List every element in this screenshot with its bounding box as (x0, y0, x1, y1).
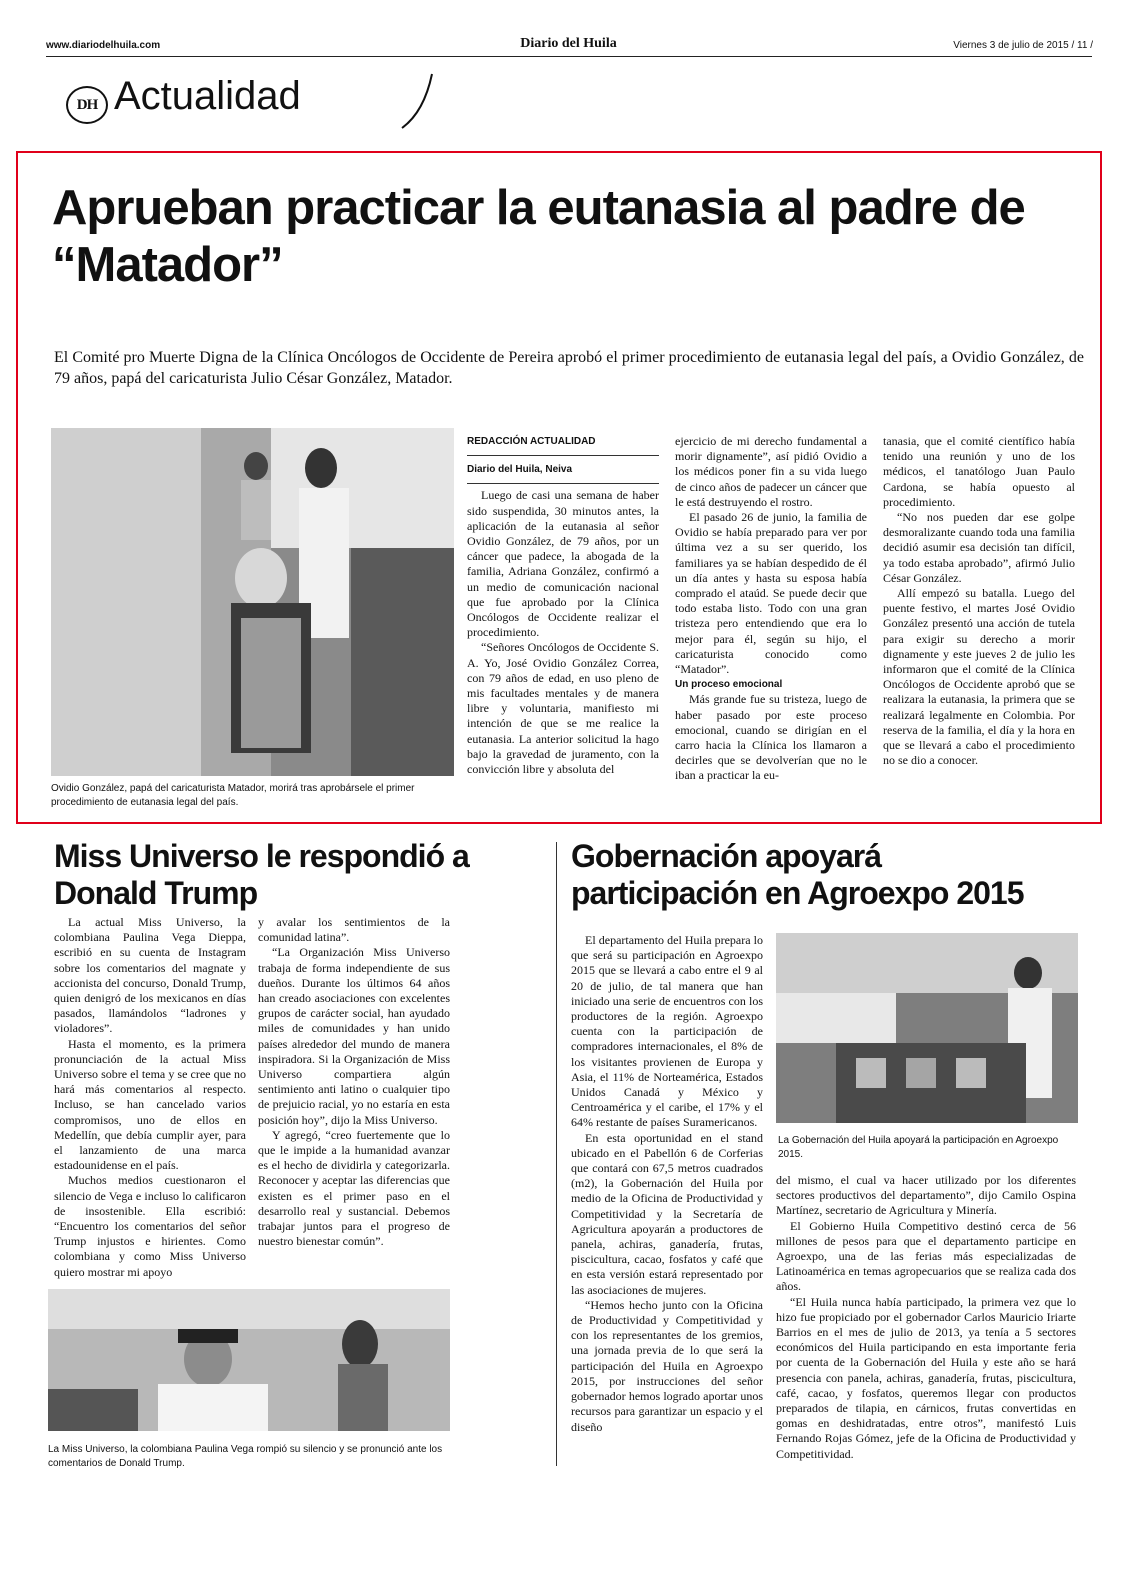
miss-column-2 (258, 915, 450, 1249)
photo-illustration (51, 428, 454, 776)
agroexpo-photo (776, 933, 1078, 1123)
paragraph: ejercicio de mi derecho fundamental a morir dignamente”, así pidió Ovidio a los médicos poner fin a su vida luego de cinco años de padecer un cáncer que le está destruyendo el rostro. (675, 434, 867, 509)
byline-rule (467, 455, 659, 456)
agro-column-2 (776, 1173, 1076, 1462)
paragraph: “Señores Oncólogos de Occidente S. A. Yo, José Ovidio González Correa, con 79 años de edad, en uso pleno de mis facultades mentales y de manera libre y voluntaria, manifiesto mi intención de que se me realice la eutanasia. La anterior solicitud la hago bajo la gravedad de juramento, con la convicción libre y absoluta del (467, 640, 659, 777)
paragraph: Y agregó, “creo fuertemente que lo que le impide a la humanidad avanzar es el hecho de dividirla y categorizarla. Reconocer y aceptar las diferencias que existen es el primer paso en el desarrollo real y sustancial. Debemos trabajar juntos para el progreso de nuestro bienestar común”. (258, 1127, 450, 1249)
byline: REDACCIÓN ACTUALIDAD (467, 436, 596, 447)
paragraph: Luego de casi una semana de haber sido suspendida, 30 minutos antes, la aplicación de la eutanasia al señor Ovidio González, de 79 años, por un cáncer que padece, la abogada de la familia, Adriana González, confirmó a un medio de comunicación nacional que fue aprobado por la Clínica Oncólogos de Occidente realizar el procedimiento. (467, 488, 659, 640)
dateline-rule (467, 483, 659, 484)
main-column-3 (883, 434, 1075, 768)
date-page: Viernes 3 de julio de 2015 / 11 / (953, 40, 1093, 51)
main-lead: El Comité pro Muerte Digna de la Clínica Oncólogos de Occidente de Pereira aprobó el primer procedimiento de eutanasia legal del país, a Ovidio González, de 79 años, papá del caricaturista Julio César González, Matador. (54, 349, 1084, 387)
paragraph: Muchos medios cuestionaron el silencio de Vega e incluso lo calificaron de insostenible. Ella escribió: “Encuentro los comentarios del señor Trump injustos e hirientes. Como colombiana y como Miss Universo quiero mostrar mi apoyo (54, 1173, 246, 1279)
euthanasia-photo (51, 428, 454, 776)
main-headline: Aprueban practicar la eutanasia al padre de “Matador” (52, 181, 1025, 292)
photo-illustration (48, 1289, 450, 1431)
photo-illustration (776, 933, 1078, 1123)
miss-universo-photo (48, 1289, 450, 1431)
main-column-2 (675, 434, 867, 784)
website-url: www.diariodelhuila.com (46, 40, 161, 51)
paragraph: Allí empezó su batalla. Luego del puente festivo, el martes José Ovidio González presentó una acción de tutela para exigir su derecho a morir dignamente y este jueves 2 de julio les informaron que el comité de la Clínica Oncólogos de Occidente aprobó que se realizara la eutanasia, la primera que se realizará legalmente en Colombia. Por reserva de la familia, el día y la hora en que se llevará a cabo el procedimiento no se dio a conocer. (883, 586, 1075, 768)
dh-logo: DH (66, 86, 108, 124)
paragraph: del mismo, el cual va hacer utilizado por los diferentes sectores productivos del departamento”, dijo Camilo Ospina Martínez, secretario de Agricultura y Minería. (776, 1173, 1076, 1218)
paragraph: “Hemos hecho junto con la Oficina de Productividad y Competitividad y con los representantes de los gremios, una jornada previa de lo que será la participación del Huila en Agroexpo 2015, por instrucciones del señor gobernador hemos logrado aportar unos recursos para garantizar un espacio y el diseño (571, 1297, 763, 1434)
subhead: Un proceso emocional (675, 679, 783, 691)
paragraph: El Gobierno Huila Competitivo destinó cerca de 56 millones de pesos para que el departamento participe en Agroexpo, una de las ferias más especializadas de Latinoamérica en temas agropecuarios que se realiza cada dos años. (776, 1218, 1076, 1294)
agro-photo-caption: La Gobernación del Huila apoyará la participación en Agroexpo 2015. (778, 1135, 1059, 1160)
paragraph: tanasia, que el comité científico había tenido una reunión y uno de los médicos, el tanatólogo Juan Paulo Cardona, se había opuesto al procedimiento. (883, 434, 1075, 509)
section-slash-decoration (400, 72, 434, 130)
paragraph: Más grande fue su tristeza, luego de haber pasado por este proceso emocional, cuando se dirigían en el carro hacia la Clínica los llamaron a decirles que se devolverían que no le iban a practicar la eu- (675, 692, 867, 783)
section-title: Actualidad (114, 74, 301, 118)
paragraph: “La Organización Miss Universo trabaja de forma independiente de sus dueños. Durante los últimos 64 años han creado asociaciones con excelentes grupos de carácter social, han ayudado miles de comunidades y han unido países alrededor del mundo de manera inspiradora. Si la Organización de Miss Universo compartiera algún sentimiento anti latino o cualquier tipo de prejuicio racial, yo no estaría en esta posición hoy”, dijo la Miss Universo. (258, 945, 450, 1127)
masthead-rule (46, 56, 1092, 57)
paragraph: Hasta el momento, es la primera pronunciación de la actual Miss Universo sobre el tema y se cree que no hará más comentarios al respecto. Incluso, se han cancelado varios compromisos, uno de ellos en Medellín, que debía cumplir ayer, para el lanzamiento de una marca estadounidense en el país. (54, 1036, 246, 1173)
miss-column-1 (54, 915, 246, 1280)
paragraph: El departamento del Huila prepara lo que será su participación en Agroexpo 2015 que se llevará a cabo entre el 9 al 20 de julio, de tal manera que han iniciado una serie de encuentros con los productores de la región. Agroexpo cuenta con la participación de compradores internacionales, el 8% de los visitantes provienen de Europa y Asia, el 11% de Norteamérica, Estados Unidos Canadá y México y Centroamérica y el caribe, el 17% y el 64% restante de países Suramericanos. (571, 933, 763, 1130)
main-column-1 (467, 434, 659, 777)
column-divider (556, 842, 557, 1466)
dateline: Diario del Huila, Neiva (467, 464, 573, 476)
miss-photo-caption: La Miss Universo, la colombiana Paulina Vega rompió su silencio y se pronunció ante los comentarios de Donald Trump. (48, 1444, 443, 1469)
paragraph: En esta oportunidad en el stand ubicado en el Pabellón 6 de Corferias que contará con 67,5 metros cuadrados (m2), la Gobernación del Huila por medio de la Oficina de Productividad y Competitividad y la Secretaría de Agricultura apoyarán a productores de panela, achiras, ganadería, frutas, piscicultura, cacao, fosfatos y café que en esta versión estará representado por las asociaciones de mujeres. (571, 1130, 763, 1297)
miss-headline: Miss Universo le respondió a Donald Trump (54, 838, 469, 911)
paragraph: y avalar los sentimientos de la comunidad latina”. (258, 915, 450, 945)
paragraph: “El Huila nunca había participado, la primera vez que lo hizo fue propiciado por el gobernador Carlos Mauricio Iriarte Barrios en el mes de julio de 2013, ya tenía a 5 sectores económicos del Huila participando en esta importante feria por cuenta de la Gobernación del Huila y este año se hará presencia con panela, achiras, ganadería, frutas, piscicultura, café, cacao, y fosfatos, queremos llegar con productos preparados de tilapia, en cárnicos, frutas convertidas en gomas en deshidratadas, entre otros”, manifestó Luis Fernando Rojas Gómez, jefe de la Oficina de Productividad y Competitividad. (776, 1294, 1076, 1461)
main-photo-caption: Ovidio González, papá del caricaturista Matador, morirá tras aprobársele el primer procedimiento de eutanasia legal del país. (51, 783, 415, 808)
paragraph: “No nos pueden dar ese golpe desmoralizante cuando toda una familia decidió asumir esa decisión tan difícil, ya todo estaba aprobado”, afirmó Julio César González. (883, 510, 1075, 585)
paragraph: La actual Miss Universo, la colombiana Paulina Vega Dieppa, escribió en su cuenta de Instagram sobre los comentarios del magnate y accionista del concurso, Donald Trump, quien denigró de los mexicanos en días pasados, llamándolos “ladrones y violadores”. (54, 915, 246, 1036)
paper-name: Diario del Huila (520, 36, 617, 51)
agro-column-1 (571, 933, 763, 1435)
agro-headline: Gobernación apoyará participación en Agroexpo 2015 (571, 838, 1024, 911)
paragraph: El pasado 26 de junio, la familia de Ovidio se había preparado para ver por última vez a su ser querido, los familiares ya se habían despedido de él un día antes y hasta su esposa había comprado el ataúd. Se puede decir que todo estaba listo. Todo con una gran tristeza pero entendiendo que era lo mejor para él, según su hijo, el caricaturista conocido como “Matador”. (675, 510, 867, 677)
